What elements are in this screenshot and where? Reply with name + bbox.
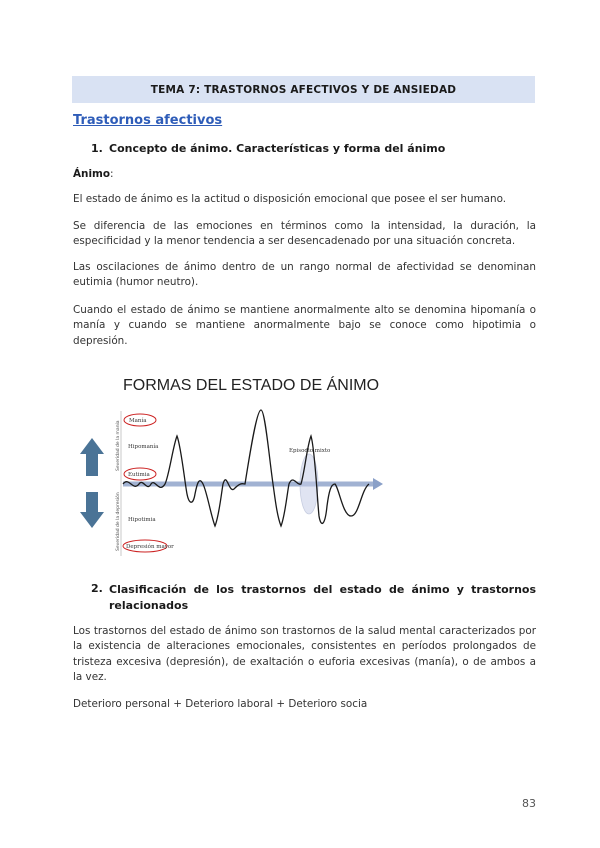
baseline-arrowhead-icon [373, 478, 383, 490]
mood-forms-figure [73, 366, 391, 561]
paragraph-6: Deterioro personal + Deterioro laboral + Deterioro socia [73, 698, 368, 710]
animo-label-line [73, 167, 536, 182]
label-hipomania: Hipomanía [128, 444, 159, 450]
label-mania: Manía [129, 418, 147, 424]
heading-2-number: 2. [91, 582, 103, 595]
page-number: 83 [522, 797, 536, 810]
animo-colon: : [109, 168, 114, 180]
paragraph-5: Los trastornos del estado de ánimo son trastornos de la salud mental caracterizados por la existencia de alteraciones emocionales, consistentes en períodos prolongados de tristeza excesiva (depresión), de exaltación o euforia excesivas (manía), o de ambos a la vez. [73, 625, 536, 684]
label-episodio-mixto: Episodio mixto [289, 448, 331, 454]
axis-label-top: Severidad de la manía [116, 420, 121, 471]
mood-diagram [73, 366, 391, 561]
topic-banner [72, 76, 535, 103]
topic-title: TEMA 7: TRASTORNOS AFECTIVOS Y DE ANSIEDAD [150, 83, 457, 96]
axis-label-bottom: Severidad de la depresión [116, 492, 121, 551]
label-eutimia: Eutimia [128, 472, 150, 478]
heading-1-text: Concepto de ánimo. Características y forma del ánimo [109, 142, 446, 155]
paragraph-3: Las oscilaciones de ánimo dentro de un rango normal de afectividad se denominan eutimia (humor neutro). [73, 261, 536, 289]
animo-label: Ánimo [73, 168, 110, 180]
heading-1-number: 1. [91, 142, 103, 155]
paragraph-2: Se diferencia de las emociones en términos como la intensidad, la duración, la especificidad y la menor tendencia a ser desencadenado por una situación concreta. [73, 220, 536, 248]
label-depresion: Depresión mayor [126, 544, 174, 550]
label-hipotimia: Hipotimia [128, 517, 156, 523]
heading-2-text: Clasificación de los trastornos del estado de ánimo y trastornos relacionados [109, 583, 536, 612]
figure-title: FORMAS DEL ESTADO DE ÁNIMO [123, 377, 380, 394]
mood-curve [123, 410, 369, 526]
paragraph-1: El estado de ánimo es la actitud o disposición emocional que posee el ser humano. [73, 193, 507, 205]
arrow-up-icon [80, 438, 104, 476]
arrow-down-icon [80, 492, 104, 528]
paragraph-4: Cuando el estado de ánimo se mantiene anormalmente alto se denomina hipomanía o manía y cuando se mantiene anormalmente bajo se conoce como hipotimia o depresión. [73, 304, 536, 347]
section-title-link[interactable]: Trastornos afectivos [73, 113, 223, 128]
